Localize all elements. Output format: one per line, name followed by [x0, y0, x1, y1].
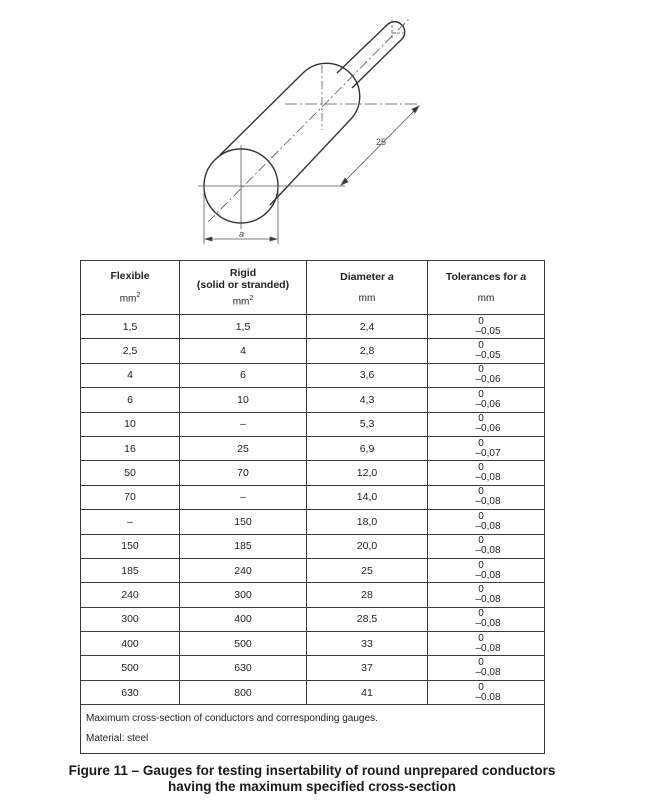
cell-flexible: 10: [81, 412, 180, 436]
tolerance-upper: 0: [478, 559, 484, 571]
cell-rigid: –: [180, 485, 307, 509]
cell-rigid: 4: [180, 339, 307, 363]
cell-rigid: 185: [180, 534, 307, 558]
cell-rigid: 150: [180, 510, 307, 534]
tolerance-upper: 0: [478, 388, 484, 400]
cell-rigid: 1,5: [180, 315, 307, 339]
header-title: Flexible: [110, 270, 150, 283]
table-row: [81, 461, 545, 485]
tolerance-upper: 0: [478, 486, 484, 498]
cell-diameter: 4,3: [307, 388, 428, 412]
length-dimension-label: 25: [376, 137, 387, 147]
tolerance-lower: –0,06: [475, 398, 501, 410]
tolerance-upper: 0: [478, 632, 484, 644]
axis-centerline: [208, 18, 410, 222]
header-subtitle: (solid or stranded): [196, 279, 290, 292]
cell-rigid: 70: [180, 461, 307, 485]
cell-flexible: 400: [81, 632, 180, 656]
tolerance-upper: 0: [478, 510, 484, 522]
tolerance-lower: –0,08: [475, 520, 501, 532]
table-row: [81, 412, 545, 436]
cell-rigid: 300: [180, 583, 307, 607]
diameter-arrow-start: [205, 237, 212, 241]
cell-diameter: 41: [307, 680, 428, 704]
cell-tolerance: [428, 436, 545, 460]
tolerance-upper: 0: [478, 681, 484, 693]
cell-diameter: 28,5: [307, 607, 428, 631]
cell-flexible: 1,5: [81, 315, 180, 339]
cell-tolerance: [428, 632, 545, 656]
table-row: [81, 558, 545, 582]
cell-tolerance: [428, 656, 545, 680]
cell-flexible: 240: [81, 583, 180, 607]
tolerance-lower: –0,06: [475, 423, 501, 435]
cell-rigid: 630: [180, 656, 307, 680]
table-row: [81, 583, 545, 607]
header-title: Rigid: [229, 267, 257, 280]
tolerance-upper: 0: [478, 315, 484, 327]
tolerance-upper: 0: [478, 413, 484, 425]
tolerance-upper: 0: [478, 462, 484, 474]
cell-tolerance: [428, 680, 545, 704]
gauge-outline: [204, 22, 405, 223]
gauge-table: [80, 260, 545, 754]
tolerance-lower: –0,08: [475, 593, 501, 605]
cell-diameter: 3,6: [307, 363, 428, 387]
tolerance-upper: 0: [478, 437, 484, 449]
tolerance-lower: –0,07: [475, 447, 501, 459]
table-row: [81, 485, 545, 509]
cell-flexible: 500: [81, 656, 180, 680]
tolerance-upper: 0: [478, 583, 484, 595]
header-diameter: [307, 261, 428, 315]
header-unit: mm: [358, 293, 376, 304]
tolerance-lower: –0,08: [475, 642, 501, 654]
tolerance-lower: –0,05: [475, 350, 501, 362]
cell-tolerance: [428, 412, 545, 436]
header-unit: $mm^2$: [232, 295, 254, 308]
table-row: [81, 680, 545, 704]
tolerance-upper: 0: [478, 364, 484, 376]
cell-rigid: 25: [180, 436, 307, 460]
tolerance-lower: –0,08: [475, 496, 501, 508]
header-title: Diameter a: [340, 271, 394, 283]
cell-rigid: 500: [180, 632, 307, 656]
tolerance-lower: –0,08: [475, 569, 501, 581]
table-row: [81, 632, 545, 656]
cell-flexible: 70: [81, 485, 180, 509]
cell-diameter: 28: [307, 583, 428, 607]
cell-rigid: –: [180, 412, 307, 436]
cell-diameter: 2,8: [307, 339, 428, 363]
cell-flexible: 150: [81, 534, 180, 558]
figure-caption: [0, 763, 624, 795]
table-header-row: [81, 261, 545, 315]
cell-diameter: 18,0: [307, 510, 428, 534]
tolerance-lower: –0,05: [475, 325, 501, 337]
cell-diameter: 12,0: [307, 461, 428, 485]
cell-diameter: 6,9: [307, 436, 428, 460]
cell-tolerance: [428, 388, 545, 412]
notes-row: [81, 705, 545, 754]
diameter-dimension-label: a: [239, 229, 245, 239]
cell-flexible: 2,5: [81, 339, 180, 363]
cell-diameter: 37: [307, 656, 428, 680]
table-row: [81, 315, 545, 339]
gauge-drawing: [0, 0, 650, 255]
cell-diameter: 2,4: [307, 315, 428, 339]
table-row: [81, 607, 545, 631]
cell-diameter: 5,3: [307, 412, 428, 436]
cell-diameter: 25: [307, 558, 428, 582]
tolerance-lower: –0,08: [475, 618, 501, 630]
cell-tolerance: [428, 558, 545, 582]
tolerance-upper: 0: [478, 657, 484, 669]
cell-tolerance: [428, 534, 545, 558]
cell-rigid: 800: [180, 680, 307, 704]
cell-tolerance: [428, 315, 545, 339]
cell-diameter: 33: [307, 632, 428, 656]
centerlines: [198, 18, 420, 229]
cell-rigid: 400: [180, 607, 307, 631]
tolerance-lower: –0,08: [475, 691, 501, 703]
header-tolerances: [428, 261, 545, 315]
cell-flexible: 185: [81, 558, 180, 582]
cell-diameter: 14,0: [307, 485, 428, 509]
caption-line-2: having the maximum specified cross-section: [167, 779, 457, 794]
header-title: Tolerances for a: [445, 271, 527, 283]
notes-cell: [81, 705, 545, 754]
tolerance-lower: –0,08: [475, 545, 501, 557]
cell-tolerance: [428, 461, 545, 485]
cell-rigid: 240: [180, 558, 307, 582]
table-row: [81, 510, 545, 534]
header-rigid: [180, 261, 307, 315]
table-row: [81, 339, 545, 363]
cell-tolerance: [428, 485, 545, 509]
table-row: [81, 436, 545, 460]
cell-tolerance: [428, 339, 545, 363]
note-material: Material: steel: [86, 733, 149, 745]
cell-flexible: 630: [81, 680, 180, 704]
cell-flexible: 6: [81, 388, 180, 412]
cell-flexible: 16: [81, 436, 180, 460]
cell-flexible: 300: [81, 607, 180, 631]
header-unit: mm: [477, 293, 495, 304]
cell-diameter: 20,0: [307, 534, 428, 558]
tolerance-lower: –0,06: [475, 374, 501, 386]
tolerance-upper: 0: [478, 340, 484, 352]
table-row: [81, 656, 545, 680]
table-row: [81, 363, 545, 387]
cell-flexible: 4: [81, 363, 180, 387]
caption-line-1: Figure 11 – Gauges for testing insertability of round unprepared conductors: [68, 763, 556, 778]
cell-flexible: –: [81, 510, 180, 534]
gauge-pin: [337, 22, 405, 88]
table-body: [81, 315, 545, 705]
cell-tolerance: [428, 363, 545, 387]
tolerance-upper: 0: [478, 535, 484, 547]
tolerance-upper: 0: [478, 608, 484, 620]
cell-rigid: 10: [180, 388, 307, 412]
header-flexible: [81, 261, 180, 315]
note-cross-section: Maximum cross-section of conductors and corresponding gauges.: [86, 713, 378, 725]
cell-tolerance: [428, 583, 545, 607]
cell-tolerance: [428, 510, 545, 534]
header-unit: $mm^2$: [119, 292, 141, 305]
diameter-arrow-end: [270, 237, 277, 241]
tolerance-lower: –0,08: [475, 472, 501, 484]
tolerance-lower: –0,08: [475, 667, 501, 679]
table-row: [81, 534, 545, 558]
cell-rigid: 6: [180, 363, 307, 387]
table-row: [81, 388, 545, 412]
cell-flexible: 50: [81, 461, 180, 485]
cell-tolerance: [428, 607, 545, 631]
